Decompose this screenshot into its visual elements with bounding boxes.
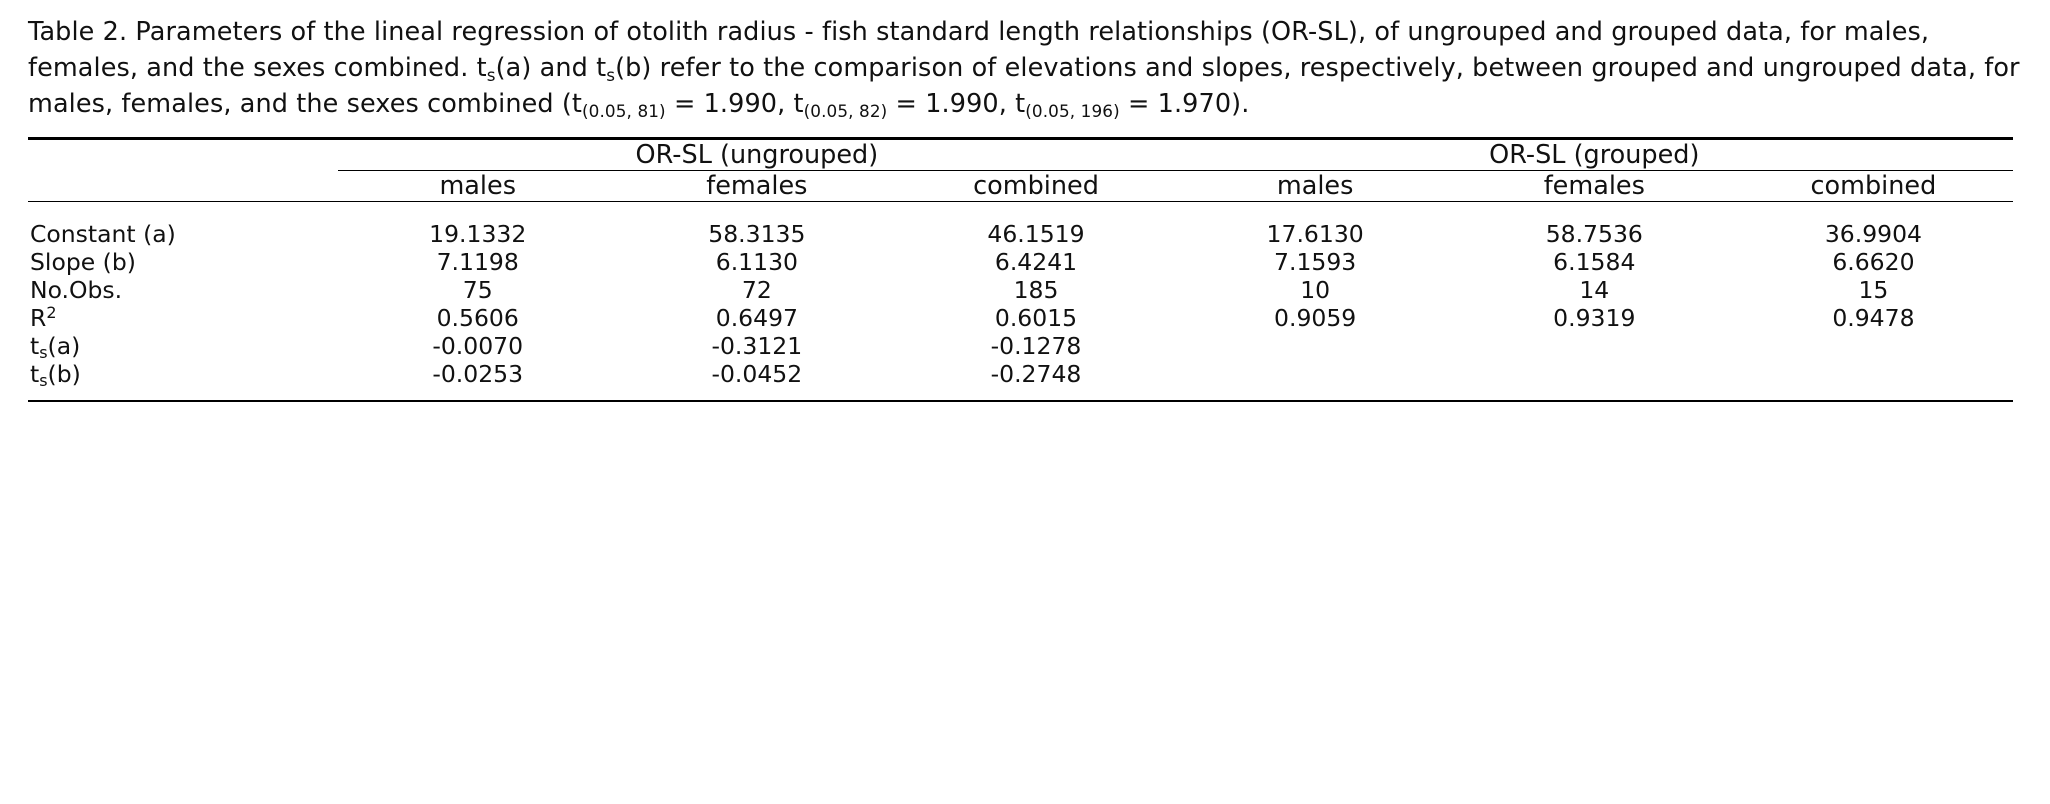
- cell-tsa-ungrouped-combined: -0.1278: [990, 331, 1082, 360]
- row-label-ts-a: [28, 331, 338, 363]
- cell-tsb-grouped-combined: [1734, 360, 2013, 388]
- cell-slope-ungrouped-combined: 6.4241: [994, 247, 1078, 276]
- row-label-text: No.Obs.: [30, 275, 123, 304]
- row-label-subscript: s: [39, 343, 48, 363]
- cell-constant-ungrouped-males: 19.1332: [429, 219, 527, 248]
- cell-tsa-grouped-females: [1455, 332, 1734, 360]
- caption-sub-s2: s: [606, 65, 616, 86]
- column-header-ungrouped-males: males: [439, 170, 516, 201]
- cell-tsb-ungrouped-males: -0.0253: [432, 359, 524, 388]
- cell-tsa-grouped-males: [1176, 332, 1455, 360]
- cell-r2-grouped-males: 0.9059: [1274, 303, 1357, 332]
- cell-constant-ungrouped-combined: 46.1519: [987, 219, 1085, 248]
- group-header-grouped: OR-SL (grouped): [1489, 139, 1700, 170]
- row-label-tail: (a): [47, 331, 81, 360]
- group-header-corner: [28, 140, 338, 170]
- caption-sub-crit3: (0.05, 196): [1025, 101, 1120, 122]
- cell-tsb-ungrouped-females: -0.0452: [711, 359, 803, 388]
- cell-tsa-ungrouped-males: -0.0070: [432, 331, 524, 360]
- cell-nobs-grouped-females: 14: [1579, 275, 1610, 304]
- cell-nobs-ungrouped-females: 72: [741, 275, 772, 304]
- caption-sub-s1: s: [486, 65, 496, 86]
- column-header-corner: [28, 170, 338, 201]
- row-label-slope: [28, 248, 338, 276]
- caption-mid1: (a) and t: [495, 53, 607, 84]
- cell-slope-grouped-females: 6.1584: [1553, 247, 1636, 276]
- table-row: [28, 276, 2013, 304]
- caption-sub-crit1: (0.05, 81): [582, 101, 666, 122]
- table-row: [28, 360, 2013, 388]
- table-row: [28, 332, 2013, 360]
- column-header-grouped-males: males: [1276, 170, 1354, 201]
- row-label-text: t: [30, 359, 40, 388]
- row-label-no-obs: [28, 276, 338, 304]
- row-label-text: Slope (b): [30, 247, 136, 276]
- regression-parameters-table: [28, 137, 2013, 402]
- cell-tsb-grouped-females: [1455, 360, 1734, 388]
- group-header-ungrouped: OR-SL (ungrouped): [635, 139, 879, 170]
- caption-mid3: = 1.990, t: [665, 89, 804, 120]
- row-label-tail: (b): [47, 359, 81, 388]
- cell-r2-grouped-combined: 0.9478: [1832, 303, 1915, 332]
- column-header-ungrouped-combined: combined: [973, 170, 1099, 201]
- row-label-constant: [28, 220, 338, 248]
- column-header-ungrouped-females: females: [706, 170, 808, 201]
- column-header-grouped-combined: combined: [1810, 170, 1937, 201]
- row-label-text: Constant (a): [30, 219, 176, 248]
- cell-slope-ungrouped-females: 6.1130: [715, 247, 798, 276]
- cell-constant-grouped-females: 58.7536: [1545, 219, 1643, 248]
- cell-nobs-ungrouped-combined: 185: [1013, 275, 1059, 304]
- table-bottom-rule: [28, 401, 2013, 402]
- cell-slope-grouped-combined: 6.6620: [1832, 247, 1915, 276]
- cell-constant-grouped-males: 17.6130: [1266, 219, 1364, 248]
- cell-tsa-grouped-combined: [1734, 332, 2013, 360]
- row-label-text: R: [30, 303, 47, 332]
- cell-constant-grouped-combined: 36.9904: [1824, 219, 1923, 248]
- group-header-row: [28, 140, 2013, 170]
- row-label-text: t: [30, 331, 40, 360]
- caption-mid2: (b) refer to the comparison of elevations and slopes, respectively, between grouped and ungrouped data, for males, females, and the sexes combined (t: [28, 53, 2020, 120]
- table-row: [28, 220, 2013, 248]
- cell-slope-ungrouped-males: 7.1198: [436, 247, 519, 276]
- row-label-r-squared: [28, 304, 338, 332]
- caption-sub-crit2: (0.05, 82): [803, 101, 888, 122]
- cell-constant-ungrouped-females: 58.3135: [708, 219, 806, 248]
- cell-tsa-ungrouped-females: -0.3121: [711, 331, 803, 360]
- cell-slope-grouped-males: 7.1593: [1274, 247, 1357, 276]
- cell-r2-ungrouped-females: 0.6497: [715, 303, 798, 332]
- row-label-ts-b: [28, 359, 338, 391]
- body-bottom-spacer: [28, 388, 2013, 401]
- row-label-subscript: s: [39, 371, 48, 391]
- cell-nobs-grouped-combined: 15: [1858, 275, 1889, 304]
- cell-r2-grouped-females: 0.9319: [1553, 303, 1636, 332]
- caption-mid4: = 1.990, t: [887, 89, 1026, 120]
- cell-r2-ungrouped-males: 0.5606: [436, 303, 519, 332]
- cell-nobs-ungrouped-males: 75: [462, 275, 493, 304]
- column-header-grouped-females: females: [1543, 170, 1645, 201]
- cell-tsb-ungrouped-combined: -0.2748: [990, 359, 1082, 388]
- body-top-spacer: [28, 202, 2013, 220]
- row-label-superscript: 2: [46, 303, 57, 323]
- cell-r2-ungrouped-combined: 0.6015: [994, 303, 1078, 332]
- table-row: [28, 248, 2013, 276]
- caption-mid5: = 1.970).: [1119, 89, 1250, 120]
- table-caption: [28, 14, 2022, 123]
- caption-prefix: Table 2. Parameters of the lineal regression of otolith radius - fish standard length relationships (OR-SL), of ungrouped and grouped data, for males, females, and the sexes combined. t: [28, 17, 1930, 84]
- cell-tsb-grouped-males: [1176, 360, 1455, 388]
- table-row: [28, 304, 2013, 332]
- column-header-row: [28, 170, 2013, 201]
- cell-nobs-grouped-males: 10: [1300, 275, 1331, 304]
